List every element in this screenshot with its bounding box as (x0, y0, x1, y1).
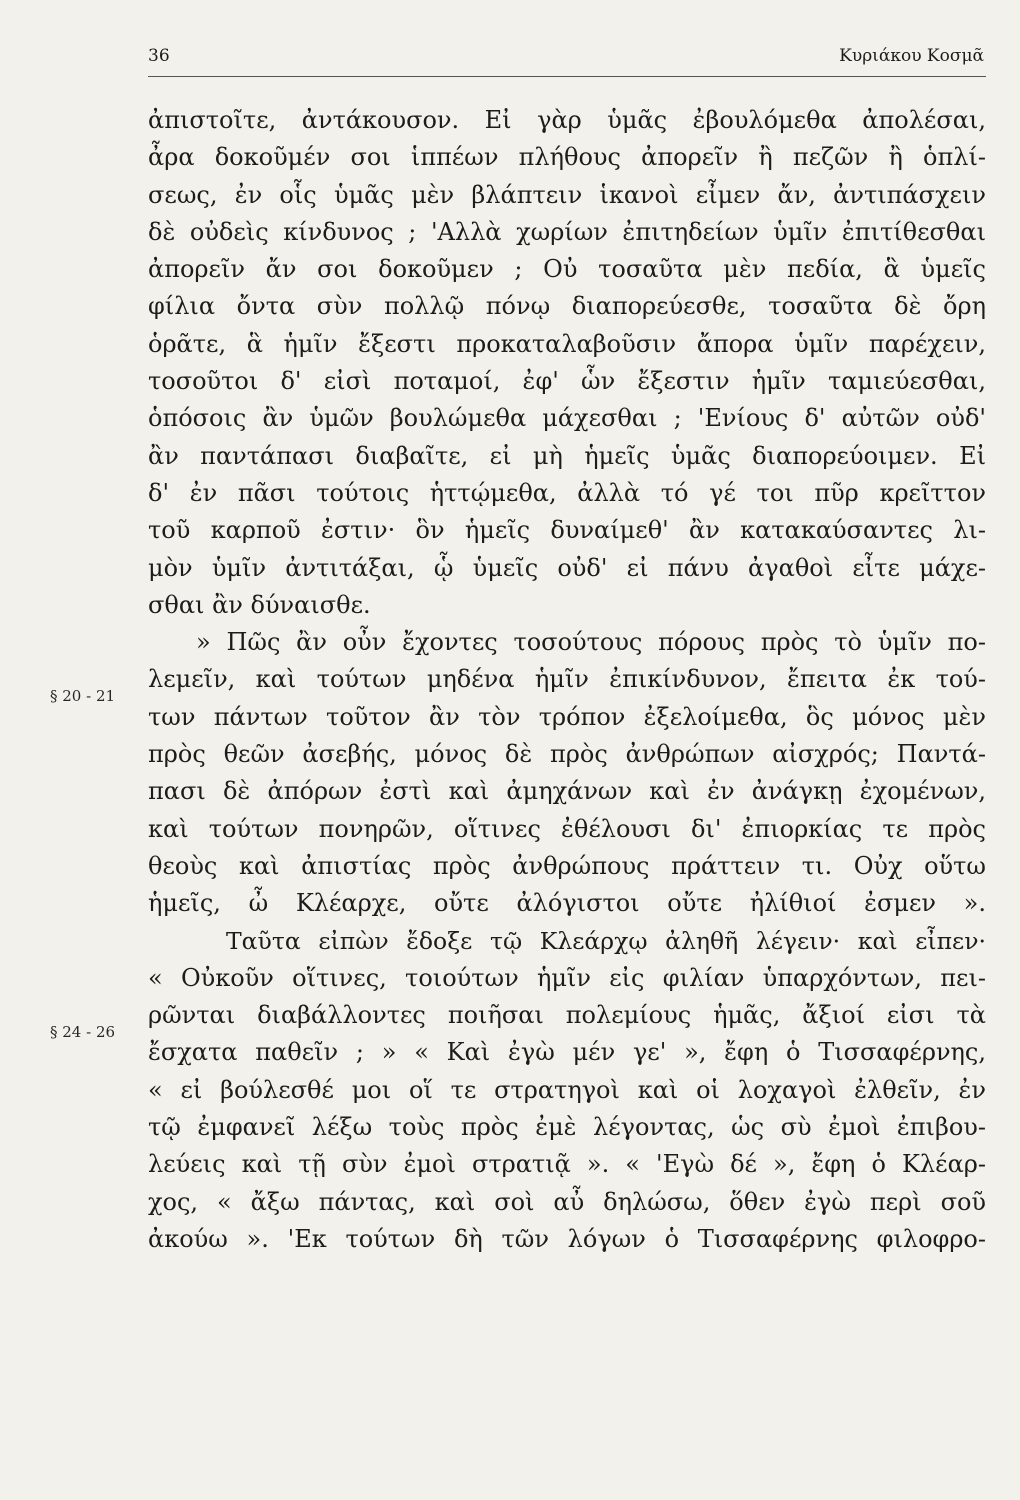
text-line: σθαι ἂν δύναισθε. (148, 590, 371, 619)
text-line: ἀπορεῖν ἄν σοι δοκοῦμεν ; Οὐ τοσαῦτα μὲν πεδία, ἃ ὑμεῖς (148, 255, 986, 284)
text-line: πασι δὲ ἀπόρων ἐστὶ καὶ ἀμηχάνων καὶ ἐν ἀνάγκῃ ἐχομένων, (148, 777, 986, 806)
text-line: δὲ οὐδεὶς κίνδυνος ; 'Αλλὰ χωρίων ἐπιτηδείων ὑμῖν ἐπιτίθεσθαι (148, 217, 986, 246)
text-line: φίλια ὄντα σὺν πολλῷ πόνῳ διαπορεύεσθε, τοσαῦτα δὲ ὄρη (148, 292, 986, 321)
body-text (148, 102, 986, 1258)
text-line: ὁπόσοις ἂν ὑμῶν βουλώμεθα μάχεσθαι ; 'Ενίους δ' αὐτῶν οὐδ' (148, 404, 986, 433)
margin-section-ref: § 24 - 26 (50, 1023, 116, 1041)
text-line: θεοὺς καὶ ἀπιστίας πρὸς ἀνθρώπους πράττειν τι. Οὐχ οὕτω (148, 851, 986, 880)
page-number: 36 (148, 46, 170, 66)
text-line: ἔσχατα παθεῖν ; » « Καὶ ἐγὼ μέν γε' », ἔφη ὁ Τισσαφέρνης, (148, 1038, 986, 1067)
text-line: ἡμεῖς, ὦ Κλέαρχε, οὔτε ἀλόγιστοι οὔτε ἠλίθιοί ἐσμεν ». (148, 889, 986, 918)
text-line: ρῶνται διαβάλλοντες ποιῆσαι πολεμίους ἡμᾶς, ἄξιοί εἰσι τὰ (148, 1001, 986, 1030)
text-line: σεως, ἐν οἷς ὑμᾶς μὲν βλάπτειν ἱκανοὶ εἶμεν ἄν, ἀντιπάσχειν (148, 180, 986, 209)
text-line: ἆρα δοκοῦμέν σοι ἱππέων πλήθους ἀπορεῖν ἢ πεζῶν ἢ ὁπλί- (148, 143, 986, 172)
text-line: ὁρᾶτε, ἃ ἡμῖν ἔξεστι προκαταλαβοῦσιν ἄπορα ὑμῖν παρέχειν, (148, 329, 986, 358)
text-line: καὶ τούτων πονηρῶν, οἵτινες ἐθέλουσι δι' ἐπιορκίας τε πρὸς (148, 814, 986, 843)
text-line: των πάντων τοῦτον ἂν τὸν τρόπον ἐξελοίμεθα, ὃς μόνος μὲν (148, 702, 986, 731)
text-line: μὸν ὑμῖν ἀντιτάξαι, ᾧ ὑμεῖς οὐδ' εἰ πάνυ ἀγαθοὶ εἶτε μάχε- (148, 553, 986, 582)
text-line: τοῦ καρποῦ ἐστιν· ὃν ἡμεῖς δυναίμεθ' ἂν κατακαύσαντες λι- (148, 516, 986, 545)
page-header (148, 44, 986, 77)
running-head: Κυριάκου Κοσμᾶ (839, 46, 984, 66)
text-line: ἀπιστοῖτε, ἀντάκουσον. Εἰ γὰρ ὑμᾶς ἐβουλόμεθα ἀπολέσαι, (148, 106, 986, 134)
text-line: λεύεις καὶ τῇ σὺν ἐμοὶ στρατιᾷ ». « 'Εγὼ δέ », ἔφη ὁ Κλέαρ- (148, 1150, 986, 1179)
text-line: ἀκούω ». 'Εκ τούτων δὴ τῶν λόγων ὁ Τισσαφέρνης φιλοφρο- (148, 1224, 986, 1253)
text-line: « εἰ βούλεσθέ μοι οἵ τε στρατηγοὶ καὶ οἱ λοχαγοὶ ἐλθεῖν, ἐν (148, 1075, 986, 1104)
text-line: λεμεῖν, καὶ τούτων μηδένα ἡμῖν ἐπικίνδυνον, ἔπειτα ἐκ τού- (148, 665, 986, 694)
text-line: χος, « ἄξω πάντας, καὶ σοὶ αὖ δηλώσω, ὅθεν ἐγὼ περὶ σοῦ (148, 1187, 986, 1216)
text-line: « Οὐκοῦν οἵτινες, τοιούτων ἡμῖν εἰς φιλίαν ὑπαρχόντων, πει- (148, 963, 986, 992)
text-line: δ' ἐν πᾶσι τούτοις ἡττῴμεθα, ἀλλὰ τό γέ τοι πῦρ κρεῖττον (148, 478, 986, 507)
text-line: ἂν παντάπασι διαβαῖτε, εἰ μὴ ἡμεῖς ὑμᾶς διαπορεύοιμεν. Εἰ (148, 441, 986, 470)
text-line: τοσοῦτοι δ' εἰσὶ ποταμοί, ἐφ' ὧν ἔξεστιν ἡμῖν ταμιεύεσθαι, (148, 367, 986, 396)
text-line: Ταῦτα εἰπὼν ἔδοξε τῷ Κλεάρχῳ ἀληθῆ λέγειν· καὶ εἶπεν· (226, 926, 986, 955)
text-line: πρὸς θεῶν ἀσεβής, μόνος δὲ πρὸς ἀνθρώπων αἰσχρός; Παντά- (148, 740, 986, 769)
text-line: τῷ ἐμφανεῖ λέξω τοὺς πρὸς ἐμὲ λέγοντας, ὡς σὺ ἐμοὶ ἐπιβου- (148, 1113, 986, 1142)
margin-section-ref: § 20 - 21 (50, 687, 116, 705)
text-line: » Πῶς ἂν οὖν ἔχοντες τοσούτους πόρους πρὸς τὸ ὑμῖν πο- (196, 628, 986, 657)
